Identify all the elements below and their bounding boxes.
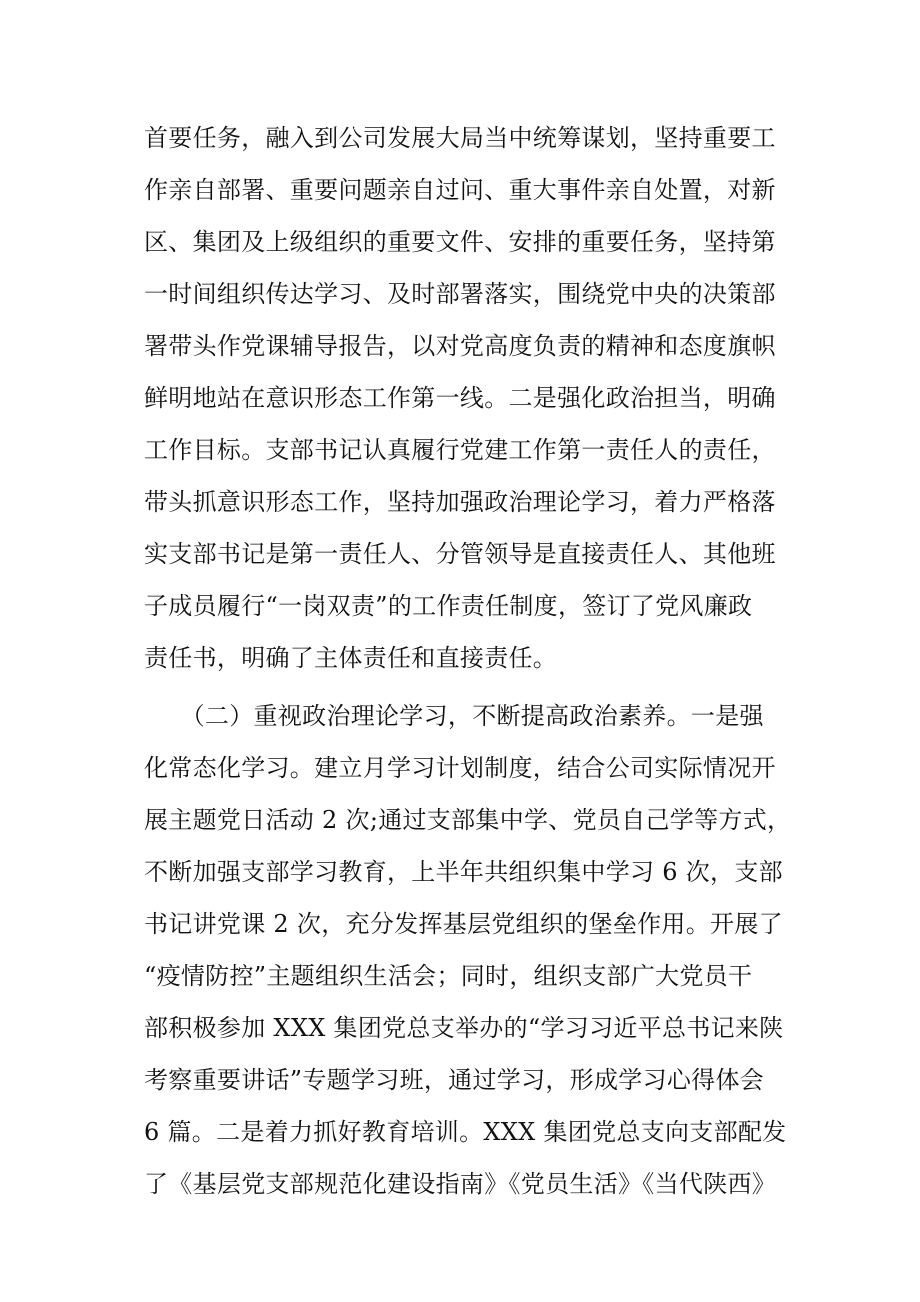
text-line: 不断加强支部学习教育，上半年共组织集中学习 6 次，支部 bbox=[144, 858, 783, 886]
text-line: 作亲自部署、重要问题亲自过问、重大事件亲自处置，对新 bbox=[144, 176, 776, 204]
text-line: 书记讲党课 2 次，充分发挥基层党组织的堡垒作用。开展了 bbox=[144, 910, 783, 938]
text-line: 首要任务，融入到公司发展大局当中统筹谋划，坚持重要工 bbox=[144, 124, 776, 152]
text-line: 鲜明地站在意识形态工作第一线。二是强化政治担当，明确 bbox=[144, 384, 776, 412]
text-line: 化常态化学习。建立月学习计划制度，结合公司实际情况开 bbox=[144, 754, 776, 782]
text-line: “疫情防控”主题组织生活会；同时，组织支部广大党员干 bbox=[144, 962, 753, 990]
text-line: 6 篇。二是着力抓好教育培训。XXX 集团党总支向支部配发 bbox=[144, 1118, 787, 1146]
text-line: 一时间组织传达学习、及时部署落实，围绕党中央的决策部 bbox=[144, 280, 776, 308]
text-line: 责任书，明确了主体责任和直接责任。 bbox=[144, 644, 558, 672]
text-line: 工作目标。支部书记认真履行党建工作第一责任人的责任， bbox=[144, 436, 776, 464]
text-line: 带头抓意识形态工作，坚持加强政治理论学习，着力严格落 bbox=[144, 488, 776, 516]
body-paragraph-2 bbox=[144, 690, 804, 1210]
text-line: （二）重视政治理论学习，不断提高政治素养。一是强 bbox=[144, 702, 764, 730]
text-line: 展主题党日活动 2 次;通过支部集中学、党员自己学等方式， bbox=[144, 806, 792, 834]
text-line: 部积极参加 XXX 集团党总支举办的“学习习近平总书记来陕 bbox=[144, 1014, 784, 1042]
text-line: 子成员履行“一岗双责”的工作责任制度，签订了党风廉政 bbox=[144, 592, 753, 620]
text-line: 了《基层党支部规范化建设指南》《党员生活》《当代陕西》 bbox=[144, 1170, 777, 1198]
text-line: 考察重要讲话”专题学习班，通过学习，形成学习心得体会 bbox=[144, 1066, 765, 1094]
text-line: 实支部书记是第一责任人、分管领导是直接责任人、其他班 bbox=[144, 540, 776, 568]
text-line: 区、集团及上级组织的重要文件、安排的重要任务，坚持第 bbox=[144, 228, 776, 256]
text-line: 署带头作党课辅导报告，以对党高度负责的精神和态度旗帜 bbox=[144, 332, 776, 360]
body-paragraph-1 bbox=[144, 112, 804, 684]
